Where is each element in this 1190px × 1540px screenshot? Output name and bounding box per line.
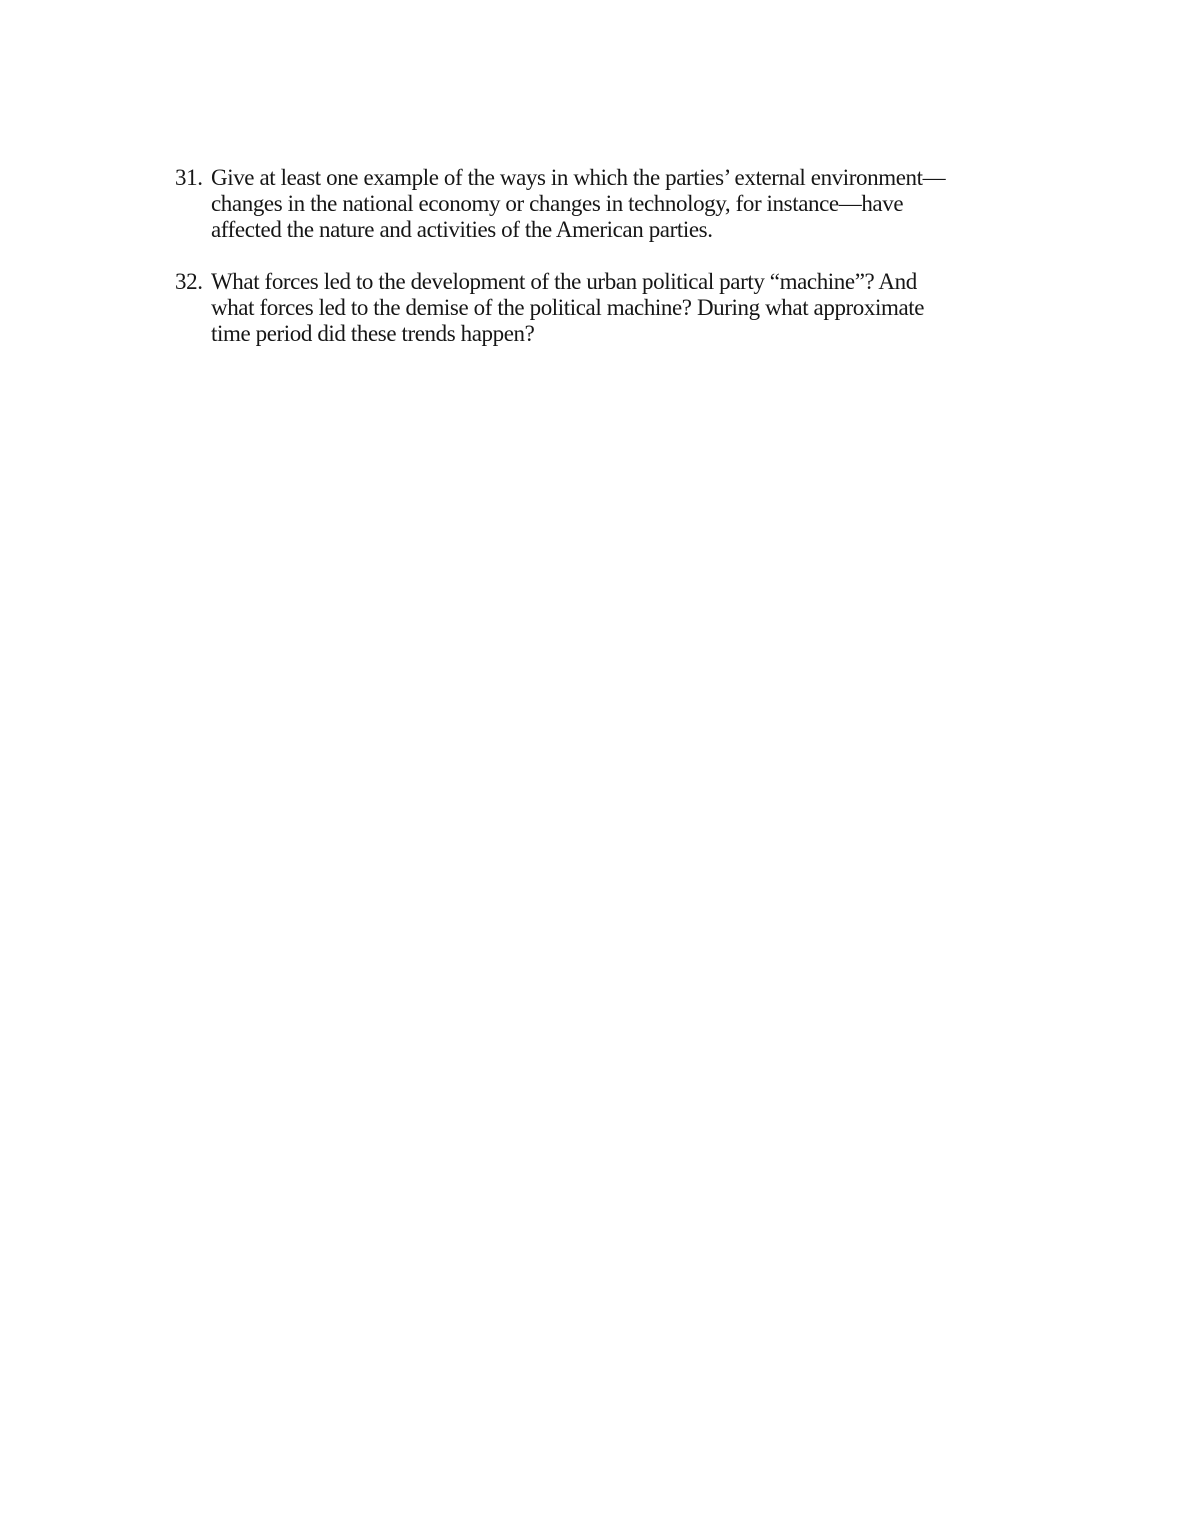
question-line: what forces led to the demise of the political machine? During what approximate — [211, 295, 925, 320]
question-text — [211, 165, 945, 243]
question-line: What forces led to the development of the urban political party “machine”? And — [211, 269, 917, 294]
question-number: 32. — [175, 269, 203, 294]
question-line: affected the nature and activities of the American parties. — [211, 217, 713, 242]
question-item-31 — [175, 165, 945, 243]
question-item-32 — [175, 269, 924, 347]
question-text — [211, 269, 924, 347]
question-line: time period did these trends happen? — [211, 321, 535, 346]
question-number: 31. — [175, 165, 203, 190]
question-line: Give at least one example of the ways in which the parties’ external environment— — [211, 165, 946, 190]
question-line: changes in the national economy or changes in technology, for instance—have — [211, 191, 904, 216]
